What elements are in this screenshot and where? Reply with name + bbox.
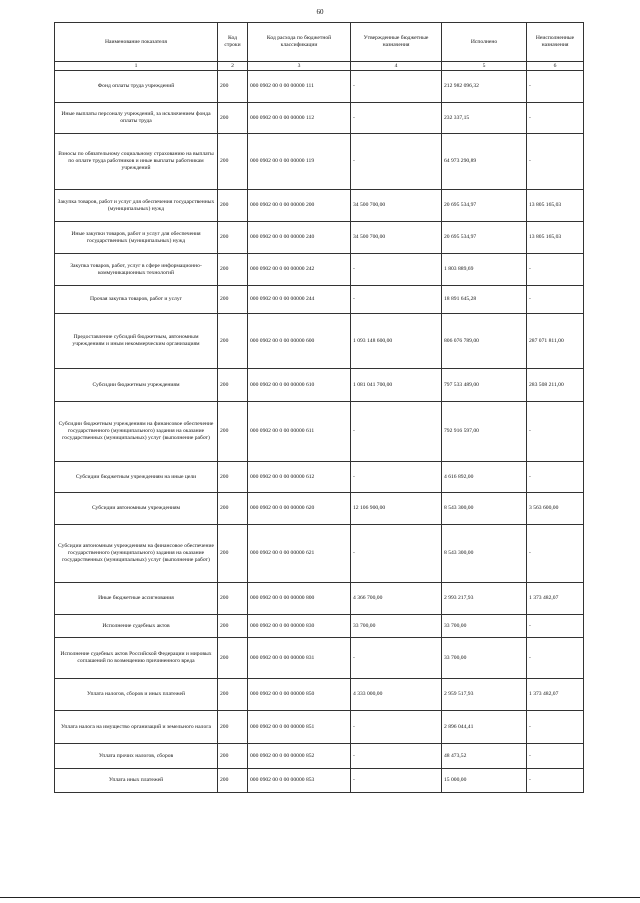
row-executed-amount: 1 803 889,69 (442, 254, 527, 286)
row-executed-amount: 212 982 096,32 (442, 71, 527, 103)
row-approved-amount: - (351, 71, 442, 103)
row-line-code: 200 (218, 286, 248, 314)
row-unexecuted-amount: 287 071 811,00 (527, 314, 584, 369)
row-approved-amount: 33 700,00 (351, 615, 442, 638)
row-line-code: 200 (218, 314, 248, 369)
table-row (55, 493, 584, 525)
budget-execution-table (54, 22, 584, 793)
row-approved-amount: - (351, 254, 442, 286)
row-name: Субсидии бюджетным учреждениям (55, 369, 218, 402)
column-number: 2 (218, 62, 248, 71)
row-classification-code: 000 0902 00 0 00 00000 112 (248, 103, 351, 134)
row-unexecuted-amount: - (527, 769, 584, 793)
row-approved-amount: - (351, 711, 442, 744)
row-line-code: 200 (218, 583, 248, 615)
row-name: Иные бюджетные ассигнования (55, 583, 218, 615)
row-name: Уплата налога на имущество организаций и земельного налога (55, 711, 218, 744)
header-budget-classification: Код расхода по бюджетной классификации (248, 23, 351, 62)
page-bottom-rule (0, 897, 640, 898)
row-name: Иные выплаты персоналу учреждений, за исключением фонда оплаты труда (55, 103, 218, 134)
row-approved-amount: - (351, 134, 442, 190)
row-unexecuted-amount: - (527, 711, 584, 744)
row-name: Предоставление субсидий бюджетным, автономным учреждениям и иным некоммерческим организациям (55, 314, 218, 369)
row-name: Прочая закупка товаров, работ и услуг (55, 286, 218, 314)
row-classification-code: 000 0902 00 0 00 00000 850 (248, 679, 351, 711)
row-approved-amount: - (351, 525, 442, 583)
column-number: 5 (442, 62, 527, 71)
row-classification-code: 000 0902 00 0 00 00000 244 (248, 286, 351, 314)
table-row (55, 134, 584, 190)
row-unexecuted-amount: 1 373 482,07 (527, 583, 584, 615)
row-classification-code: 000 0902 00 0 00 00000 800 (248, 583, 351, 615)
row-executed-amount: 232 337,15 (442, 103, 527, 134)
row-approved-amount: 1 093 148 600,00 (351, 314, 442, 369)
table-row (55, 462, 584, 493)
row-line-code: 200 (218, 493, 248, 525)
row-classification-code: 000 0902 00 0 00 00000 830 (248, 615, 351, 638)
row-approved-amount: - (351, 744, 442, 769)
row-line-code: 200 (218, 134, 248, 190)
row-name: Уплата налогов, сборов и иных платежей (55, 679, 218, 711)
row-executed-amount: 792 916 597,00 (442, 402, 527, 462)
row-line-code: 200 (218, 769, 248, 793)
header-executed: Исполнено (442, 23, 527, 62)
row-classification-code: 000 0902 00 0 00 00000 200 (248, 190, 351, 222)
row-name: Закупка товаров, работ, услуг в сфере информационно-коммуникационных технологий (55, 254, 218, 286)
row-classification-code: 000 0902 00 0 00 00000 831 (248, 638, 351, 679)
row-classification-code: 000 0902 00 0 00 00000 611 (248, 402, 351, 462)
header-line-code: Код строки (218, 23, 248, 62)
row-unexecuted-amount: - (527, 103, 584, 134)
table-row (55, 679, 584, 711)
row-classification-code: 000 0902 00 0 00 00000 853 (248, 769, 351, 793)
row-approved-amount: - (351, 103, 442, 134)
row-unexecuted-amount: - (527, 71, 584, 103)
table-row (55, 103, 584, 134)
row-executed-amount: 2 993 217,93 (442, 583, 527, 615)
table-row (55, 286, 584, 314)
row-classification-code: 000 0902 00 0 00 00000 612 (248, 462, 351, 493)
row-classification-code: 000 0902 00 0 00 00000 600 (248, 314, 351, 369)
row-unexecuted-amount: - (527, 286, 584, 314)
row-executed-amount: 8 543 300,00 (442, 525, 527, 583)
row-executed-amount: 806 076 789,00 (442, 314, 527, 369)
row-executed-amount: 2 896 044,41 (442, 711, 527, 744)
table-row (55, 583, 584, 615)
table-row (55, 71, 584, 103)
table-row (55, 638, 584, 679)
row-line-code: 200 (218, 711, 248, 744)
row-line-code: 200 (218, 190, 248, 222)
row-unexecuted-amount: - (527, 402, 584, 462)
row-name: Субсидии бюджетным учреждениям на финансовое обеспечение государственного (муниципального) задания на оказание государственных (муниципальных) услуг (выполнение работ) (55, 402, 218, 462)
column-number: 1 (55, 62, 218, 71)
row-classification-code: 000 0902 00 0 00 00000 119 (248, 134, 351, 190)
row-executed-amount: 64 973 290,89 (442, 134, 527, 190)
table-row (55, 615, 584, 638)
row-classification-code: 000 0902 00 0 00 00000 851 (248, 711, 351, 744)
row-name: Фонд оплаты труда учреждений (55, 71, 218, 103)
header-row (55, 23, 584, 62)
row-name: Исполнение судебных актов (55, 615, 218, 638)
header-approved: Утвержденные бюджетные назначения (351, 23, 442, 62)
row-name: Субсидии автономным учреждениям (55, 493, 218, 525)
header-indicator-name: Наименование показателя (55, 23, 218, 62)
table-row (55, 402, 584, 462)
row-approved-amount: 4 333 000,00 (351, 679, 442, 711)
row-executed-amount: 33 700,00 (442, 615, 527, 638)
row-executed-amount: 48 473,52 (442, 744, 527, 769)
row-unexecuted-amount: 1 373 482,07 (527, 679, 584, 711)
row-executed-amount: 2 959 517,93 (442, 679, 527, 711)
table-row (55, 314, 584, 369)
row-name: Взносы по обязательному социальному страхованию на выплаты по оплате труда работников и иные выплаты работникам учреждений (55, 134, 218, 190)
row-line-code: 200 (218, 744, 248, 769)
row-unexecuted-amount: 3 563 600,00 (527, 493, 584, 525)
column-number-row (55, 62, 584, 71)
row-classification-code: 000 0902 00 0 00 00000 621 (248, 525, 351, 583)
row-classification-code: 000 0902 00 0 00 00000 242 (248, 254, 351, 286)
row-name: Уплата иных платежей (55, 769, 218, 793)
table-row (55, 525, 584, 583)
row-unexecuted-amount: - (527, 638, 584, 679)
row-name: Закупка товаров, работ и услуг для обеспечения государственных (муниципальных) нужд (55, 190, 218, 222)
header-unexecuted: Неисполненные назначения (527, 23, 584, 62)
row-executed-amount: 20 695 534,97 (442, 190, 527, 222)
row-approved-amount: 34 500 700,00 (351, 222, 442, 254)
table-row (55, 222, 584, 254)
row-classification-code: 000 0902 00 0 00 00000 620 (248, 493, 351, 525)
row-executed-amount: 18 891 645,28 (442, 286, 527, 314)
row-executed-amount: 797 533 489,00 (442, 369, 527, 402)
row-approved-amount: 1 081 041 700,00 (351, 369, 442, 402)
column-number: 3 (248, 62, 351, 71)
row-unexecuted-amount: - (527, 615, 584, 638)
row-approved-amount: 12 106 900,00 (351, 493, 442, 525)
row-executed-amount: 20 695 534,97 (442, 222, 527, 254)
row-line-code: 200 (218, 402, 248, 462)
table-row (55, 190, 584, 222)
row-unexecuted-amount: - (527, 525, 584, 583)
row-executed-amount: 15 000,00 (442, 769, 527, 793)
row-unexecuted-amount: 13 805 165,03 (527, 190, 584, 222)
row-classification-code: 000 0902 00 0 00 00000 111 (248, 71, 351, 103)
table-body (55, 71, 584, 793)
row-classification-code: 000 0902 00 0 00 00000 852 (248, 744, 351, 769)
row-name: Иные закупки товаров, работ и услуг для обеспечения государственных (муниципальных) нужд (55, 222, 218, 254)
row-executed-amount: 8 543 300,00 (442, 493, 527, 525)
row-unexecuted-amount: - (527, 744, 584, 769)
row-line-code: 200 (218, 103, 248, 134)
row-unexecuted-amount: - (527, 462, 584, 493)
column-number: 4 (351, 62, 442, 71)
row-line-code: 200 (218, 679, 248, 711)
row-name: Исполнение судебных актов Российской Федерации и мировых соглашений по возмещению причиненного вреда (55, 638, 218, 679)
table-row (55, 369, 584, 402)
row-unexecuted-amount: - (527, 254, 584, 286)
row-unexecuted-amount: 13 805 165,03 (527, 222, 584, 254)
row-unexecuted-amount: 283 508 211,00 (527, 369, 584, 402)
row-line-code: 200 (218, 462, 248, 493)
row-line-code: 200 (218, 525, 248, 583)
row-line-code: 200 (218, 254, 248, 286)
column-number: 6 (527, 62, 584, 71)
row-approved-amount: - (351, 769, 442, 793)
row-classification-code: 000 0902 00 0 00 00000 610 (248, 369, 351, 402)
row-approved-amount: - (351, 638, 442, 679)
table-row (55, 254, 584, 286)
row-approved-amount: - (351, 286, 442, 314)
row-name: Субсидии бюджетным учреждениям на иные цели (55, 462, 218, 493)
row-executed-amount: 4 616 892,00 (442, 462, 527, 493)
row-unexecuted-amount: - (527, 134, 584, 190)
row-executed-amount: 33 700,00 (442, 638, 527, 679)
row-approved-amount: 4 366 700,00 (351, 583, 442, 615)
row-approved-amount: 34 500 700,00 (351, 190, 442, 222)
row-classification-code: 000 0902 00 0 00 00000 240 (248, 222, 351, 254)
row-line-code: 200 (218, 71, 248, 103)
table-row (55, 711, 584, 744)
row-approved-amount: - (351, 462, 442, 493)
row-line-code: 200 (218, 615, 248, 638)
table-row (55, 769, 584, 793)
row-name: Субсидии автономным учреждениям на финансовое обеспечение государственного (муниципального) задания на оказание государственных (муниципальных) услуг (выполнение работ) (55, 525, 218, 583)
row-line-code: 200 (218, 222, 248, 254)
page-number: 60 (316, 8, 324, 16)
row-line-code: 200 (218, 638, 248, 679)
table-row (55, 744, 584, 769)
row-approved-amount: - (351, 402, 442, 462)
row-line-code: 200 (218, 369, 248, 402)
row-name: Уплата прочих налогов, сборов (55, 744, 218, 769)
